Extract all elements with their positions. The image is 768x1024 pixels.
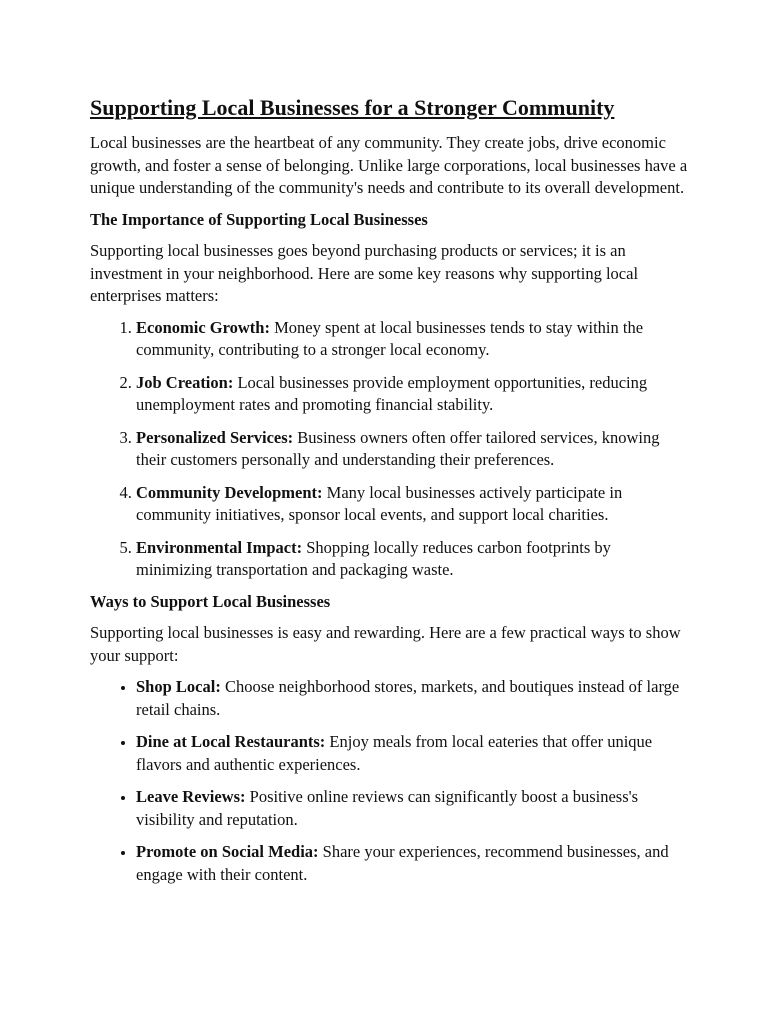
list-item bbox=[136, 482, 688, 527]
ways-list bbox=[90, 676, 688, 886]
importance-paragraph: Supporting local businesses goes beyond purchasing products or services; it is an investment in your neighborhood. Here are some key reasons why supporting local enterprises matters: bbox=[90, 241, 639, 305]
importance-list bbox=[90, 317, 688, 582]
list-item-term: Job Creation: bbox=[136, 372, 234, 392]
list-item-text: Enjoy meals from local eateries that offer unique flavors and authentic experiences. bbox=[136, 732, 653, 774]
list-item bbox=[136, 317, 688, 362]
list-item bbox=[136, 786, 688, 831]
list-item-text: Shopping locally reduces carbon footprints by minimizing transportation and packaging waste. bbox=[136, 537, 611, 579]
list-item-term: Environmental Impact: bbox=[136, 537, 303, 557]
list-item-term: Promote on Social Media: bbox=[136, 842, 319, 861]
list-item-text: Positive online reviews can significantly boost a business's visibility and reputation. bbox=[136, 787, 639, 829]
section-heading-importance: The Importance of Supporting Local Businesses bbox=[90, 209, 428, 229]
list-item bbox=[136, 731, 688, 776]
list-item-term: Personalized Services: bbox=[136, 427, 294, 447]
list-item-text: Business owners often offer tailored services, knowing their customers personally and understanding their preferences. bbox=[136, 427, 660, 469]
list-item bbox=[136, 676, 688, 721]
section-heading-ways: Ways to Support Local Businesses bbox=[90, 591, 331, 611]
list-item-text: Many local businesses actively participate in community initiatives, sponsor local events, and support local charities. bbox=[136, 482, 623, 524]
list-item-term: Leave Reviews: bbox=[136, 787, 246, 806]
list-item bbox=[136, 537, 688, 582]
list-item-term: Economic Growth: bbox=[136, 317, 270, 337]
list-item-term: Community Development: bbox=[136, 482, 323, 502]
document-title: Supporting Local Businesses for a Stronger Community bbox=[90, 95, 615, 120]
list-item-text: Money spent at local businesses tends to stay within the community, contributing to a stronger local economy. bbox=[136, 317, 644, 359]
list-item-text: Share your experiences, recommend businesses, and engage with their content. bbox=[136, 842, 669, 884]
list-item-term: Shop Local: bbox=[136, 677, 221, 696]
list-item bbox=[136, 841, 688, 886]
list-item-text: Choose neighborhood stores, markets, and boutiques instead of large retail chains. bbox=[136, 677, 680, 719]
list-item-term: Dine at Local Restaurants: bbox=[136, 732, 326, 751]
list-item bbox=[136, 427, 688, 472]
intro-paragraph: Local businesses are the heartbeat of any community. They create jobs, drive economic growth, and foster a sense of belonging. Unlike large corporations, local businesses have a unique understanding of the community's needs and contribute to its overall development. bbox=[90, 133, 688, 197]
list-item bbox=[136, 372, 688, 417]
ways-paragraph: Supporting local businesses is easy and rewarding. Here are a few practical ways to show your support: bbox=[90, 623, 681, 665]
list-item-text: Local businesses provide employment opportunities, reducing unemployment rates and promoting financial stability. bbox=[136, 372, 648, 414]
